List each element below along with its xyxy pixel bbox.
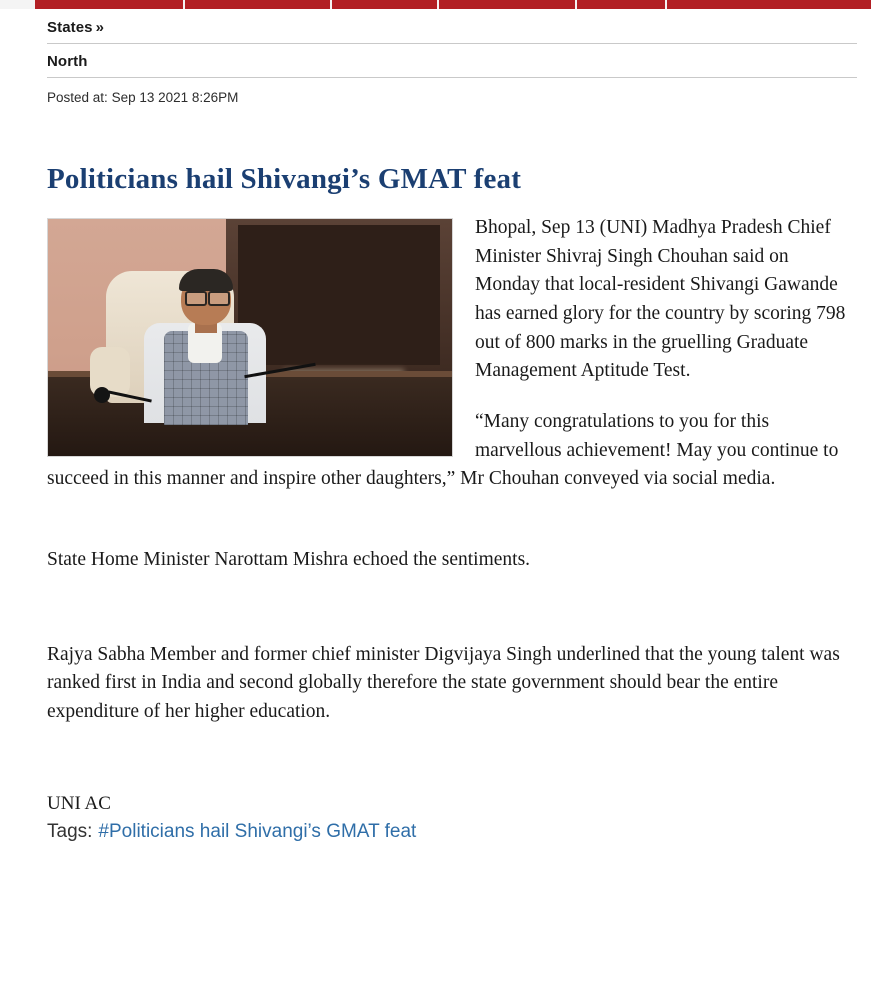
breadcrumb-subsection[interactable] bbox=[47, 44, 857, 78]
breadcrumb-section-label: States bbox=[47, 19, 93, 36]
article-body bbox=[47, 214, 853, 727]
top-bar-divider bbox=[575, 0, 577, 9]
article-paragraph: Rajya Sabha Member and former chief minister Digvijaya Singh underlined that the young talent was ranked first in India and second globally therefore the state government should bear the entire expenditure of her higher education. bbox=[47, 643, 840, 722]
top-red-strip bbox=[35, 0, 871, 9]
page-title: Politicians hail Shivangi’s GMAT feat bbox=[47, 163, 522, 195]
article-image bbox=[47, 218, 453, 457]
photo-microphone-head bbox=[94, 387, 110, 403]
tags-label: Tags: bbox=[47, 820, 93, 842]
breadcrumb-arrow-icon: » bbox=[95, 19, 105, 36]
top-color-bar bbox=[0, 0, 871, 9]
top-bar-divider bbox=[437, 0, 439, 9]
top-bar-divider bbox=[183, 0, 185, 9]
article-paragraph: Bhopal, Sep 13 (UNI) Madhya Pradesh Chief Minister Shivraj Singh Chouhan said on Monday that local-resident Shivangi Gawande has earned glory for the country by scoring 798 out of 800 marks in the gruelling Graduate Management Aptitude Test. bbox=[475, 217, 846, 382]
posted-value: Sep 13 2021 8:26PM bbox=[111, 90, 239, 105]
breadcrumb-section[interactable] bbox=[47, 9, 857, 44]
article-paragraph: “Many congratulations to you for this marvellous achievement! May you continue to succeed in this manner and inspire other daughters,” Mr Chouhan conveyed via social media. bbox=[47, 410, 839, 490]
top-bar-divider bbox=[330, 0, 332, 9]
photo-backdrop-inner bbox=[238, 225, 440, 365]
posted-meta bbox=[47, 78, 857, 105]
article-credit: UNI AC bbox=[47, 792, 111, 814]
photo-person-glasses-left bbox=[185, 291, 207, 306]
article-page bbox=[0, 9, 871, 843]
top-bar-divider bbox=[665, 0, 667, 9]
tags-row bbox=[47, 821, 824, 843]
breadcrumb-subsection-label: North bbox=[47, 53, 88, 70]
photo-person-glasses-right bbox=[208, 291, 230, 306]
breadcrumb bbox=[47, 9, 857, 78]
article-paragraph: State Home Minister Narottam Mishra echoed the sentiments. bbox=[47, 548, 531, 570]
photo-person-hair bbox=[179, 269, 233, 291]
tag-link[interactable]: #Politicians hail Shivangi’s GMAT feat bbox=[98, 820, 417, 842]
posted-label: Posted at: bbox=[47, 90, 108, 105]
